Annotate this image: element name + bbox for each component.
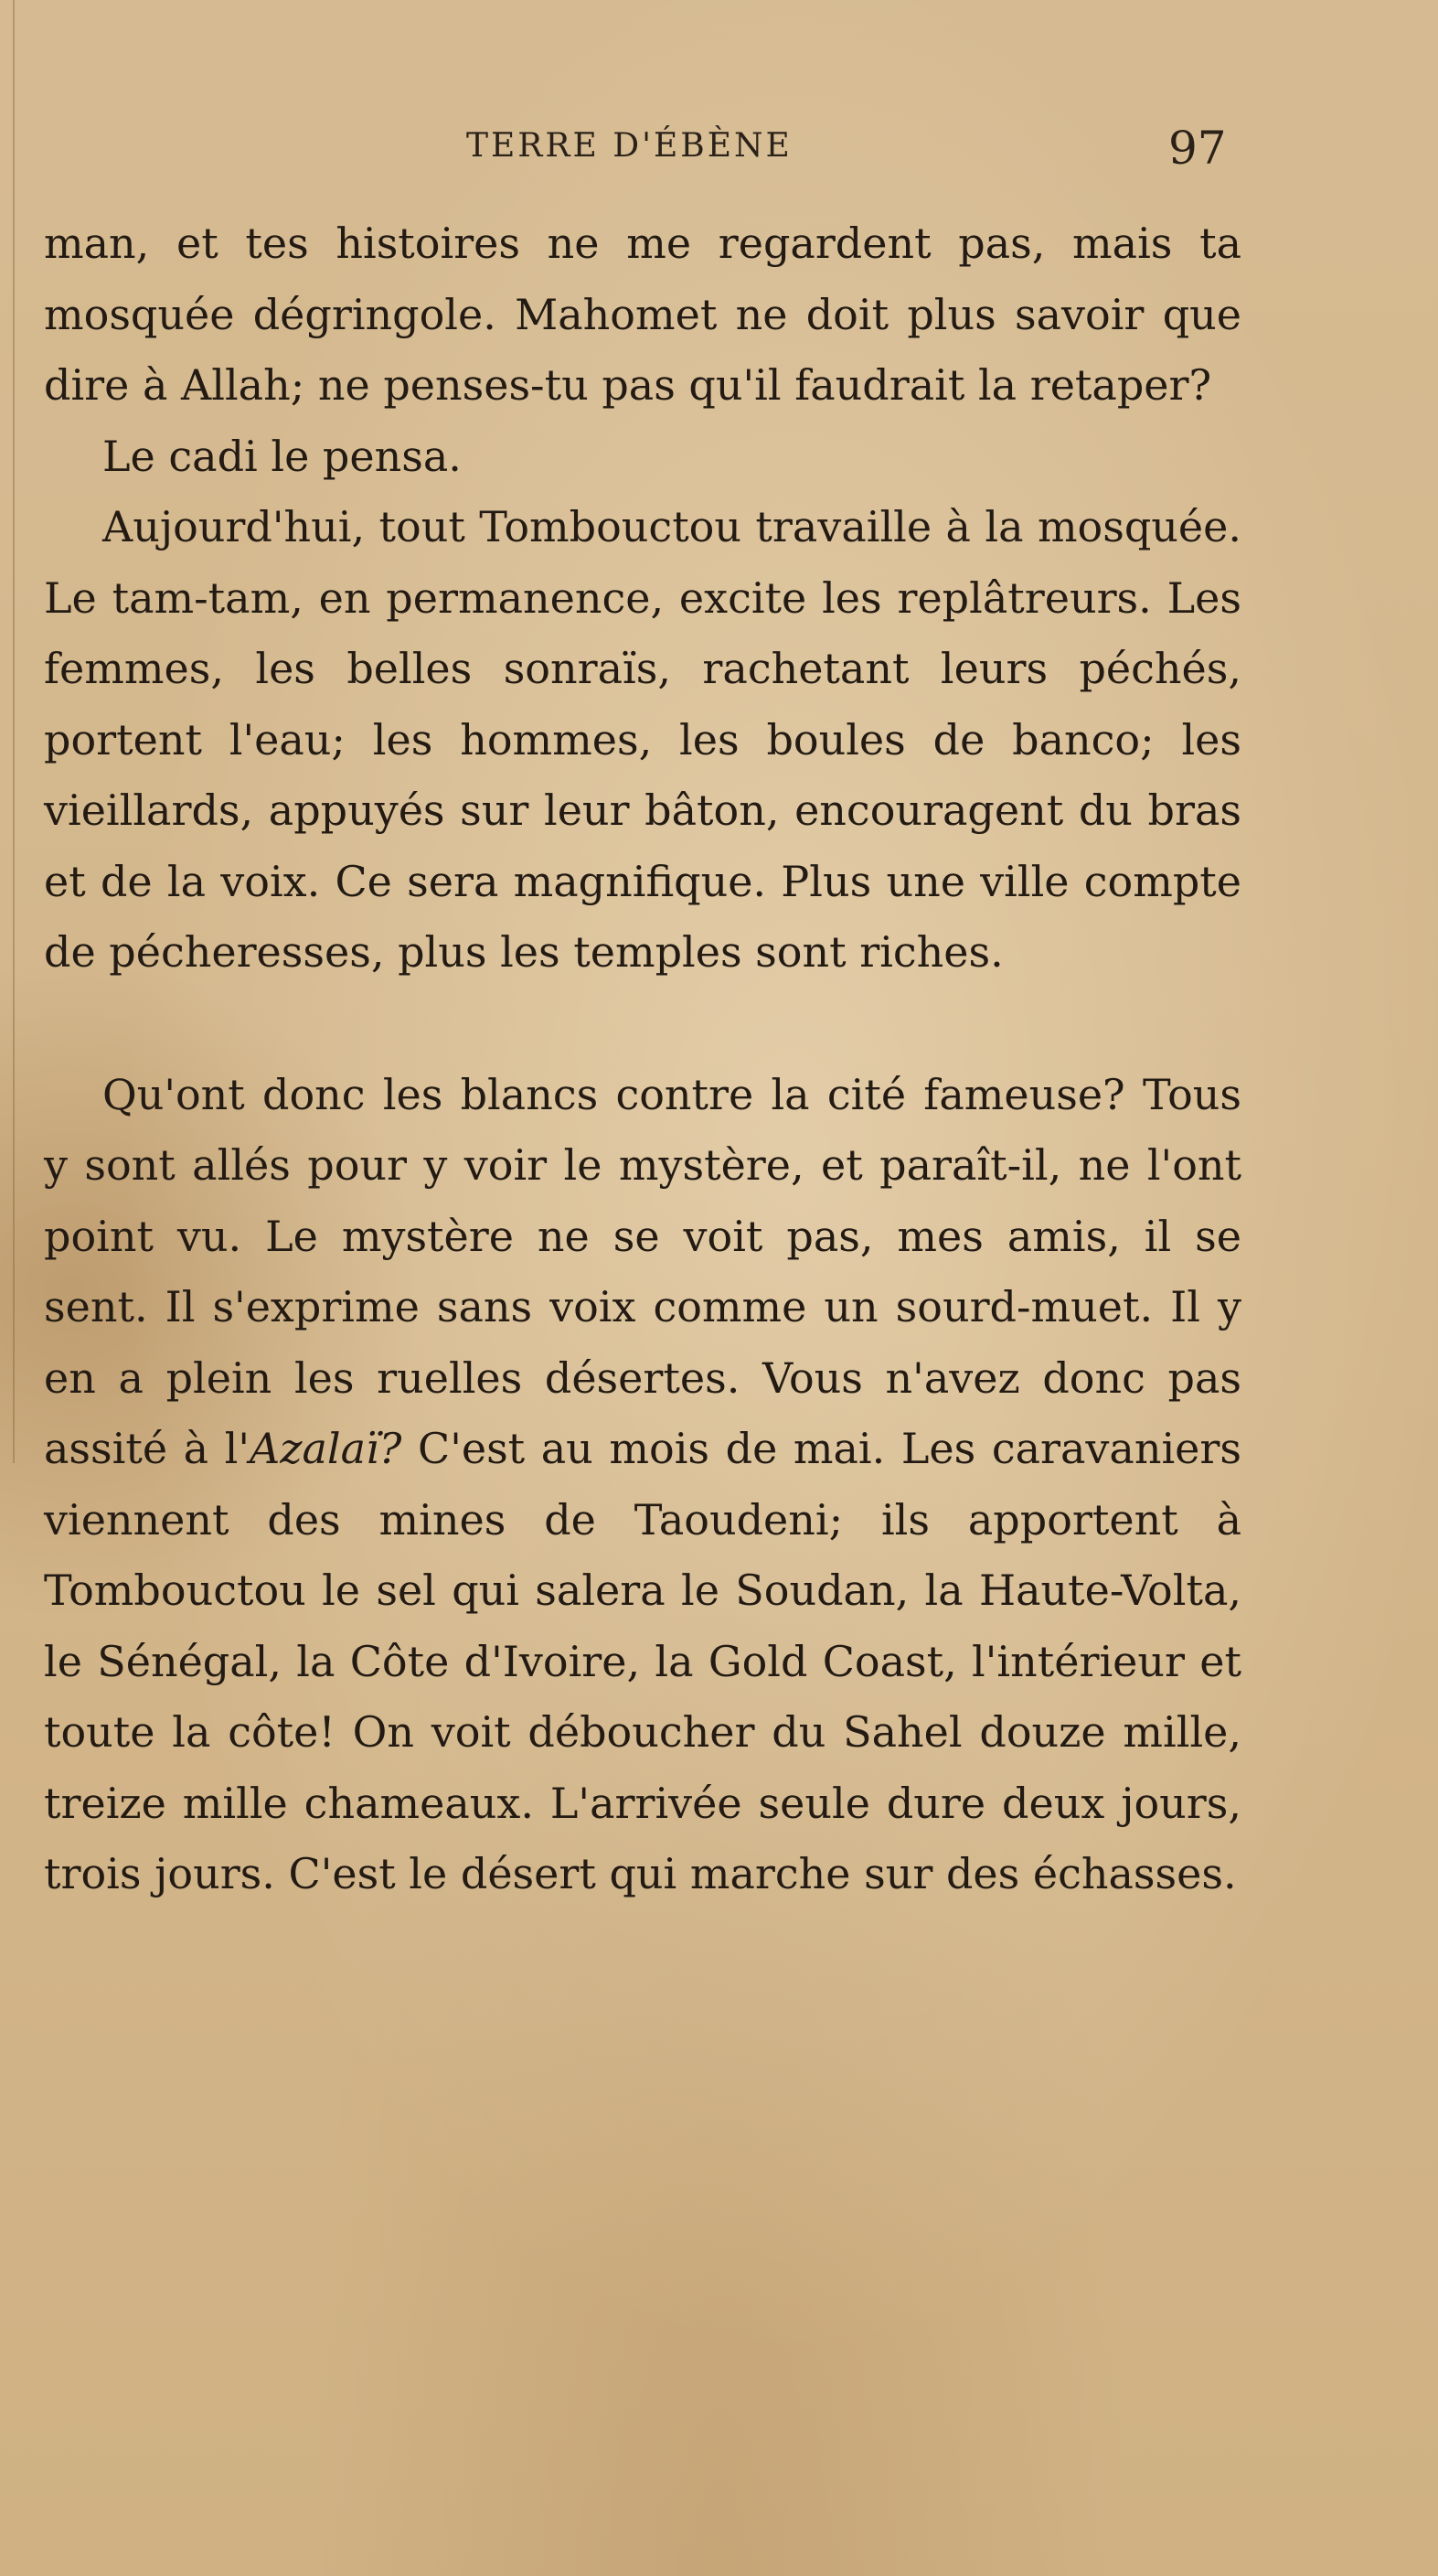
body-text: [44, 208, 1241, 1910]
page-edge-shadow: [13, 0, 15, 1463]
running-title: TERRE D'ÉBÈNE: [466, 127, 793, 165]
running-head: [0, 122, 1438, 186]
paragraph-azalai: [44, 1060, 1241, 1910]
paragraph-azalai-start: Qu'ont donc les blancs contre la cité fameuse? Tous y sont allés pour y voir le mystère, et paraît-il, ne l'ont point vu. Le mystère ne se voit pas, mes amis, il se sent. Il s'exprime sans voix comme un sourd-muet. Il y en a plein les ruelles désertes. Vous n'avez donc pas assité à l': [44, 1069, 1241, 1473]
paragraph-continuation: man, et tes histoires ne me regardent pas, mais ta mosquée dégringole. Mahomet ne doit plus savoir que dire à Allah; ne penses-tu pas qu'il faudrait la retaper?: [44, 219, 1241, 410]
paragraph-mosque: Aujourd'hui, tout Tombouctou travaille à la mosquée. Le tam-tam, en permanence, excite les replâtreurs. Les femmes, les belles sonraïs, rachetant leurs péchés, portent l'eau; les hommes, les boules de banco; les vieillards, appuyés sur leur bâton, encouragent du bras et de la voix. Ce sera magnifique. Plus une ville compte de pécheresses, plus les temples sont riches.: [44, 502, 1241, 977]
azalai-term: Azalaï?: [250, 1424, 402, 1473]
page-number: 97: [1168, 122, 1227, 175]
paragraph-cadi: Le cadi le pensa.: [102, 431, 462, 481]
section-break: [44, 989, 1241, 1060]
paragraph-azalai-end: C'est au mois de mai. Les caravaniers viennent des mines de Taoudeni; ils apportent à Tombouctou le sel qui salera le Soudan, la Haute-Volta, le Sénégal, la Côte d'Ivoire, la Gold Coast, l'intérieur et toute la côte! On voit déboucher du Sahel douze mille, treize mille chameaux. L'arrivée seule dure deux jours, trois jours. C'est le désert qui marche sur des échasses.: [44, 1424, 1241, 1898]
